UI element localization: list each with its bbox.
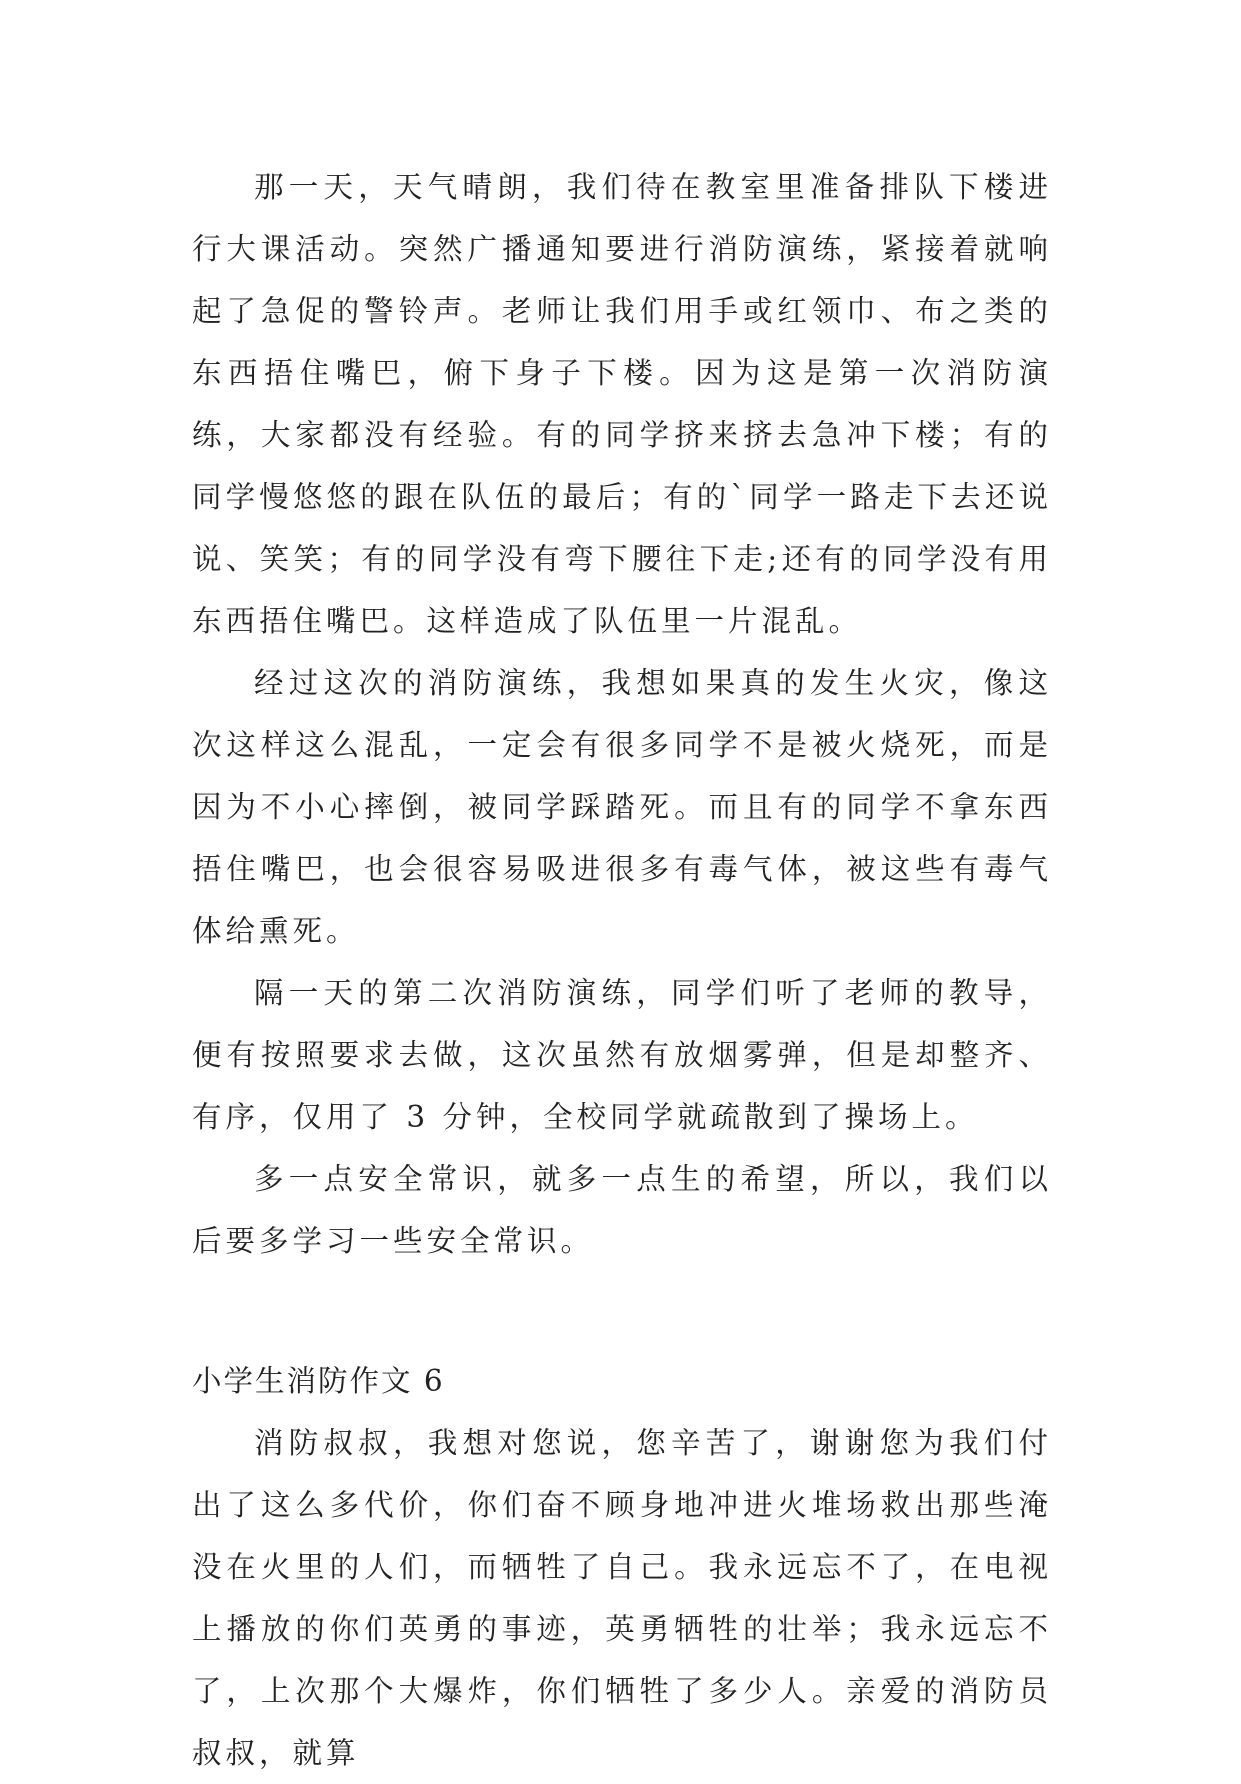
- document-page: [192, 156, 1052, 1784]
- paragraph-3: 隔一天的第二次消防演练，同学们听了老师的教导，便有按照要求去做，这次虽然有放烟雾弹，但是却整齐、有序，仅用了 3 分钟，全校同学就疏散到了操场上。: [192, 976, 1052, 1134]
- section-paragraph-1: 消防叔叔，我想对您说，您辛苦了，谢谢您为我们付出了这么多代价，你们奋不顾身地冲进火堆场救出那些淹没在火里的人们，而牺牲了自己。我永远忘不了，在电视上播放的你们英勇的事迹，英勇牺牲的壮举；我永远忘不了，上次那个大爆炸，你们牺牲了多少人。亲爱的消防员叔叔，就算: [192, 1426, 1052, 1770]
- paragraph-1: 那一天，天气晴朗，我们待在教室里准备排队下楼进行大课活动。突然广播通知要进行消防演练，紧接着就响起了急促的警铃声。老师让我们用手或红领巾、布之类的东西捂住嘴巴，俯下身子下楼。因为这是第一次消防演练，大家都没有经验。有的同学挤来挤去急冲下楼；有的同学慢悠悠的跟在队伍的最后；有的`同学一路走下去还说说、笑笑；有的同学没有弯下腰往下走;还有的同学没有用东西捂住嘴巴。这样造成了队伍里一片混乱。: [192, 170, 1052, 638]
- paragraph-4: 多一点安全常识，就多一点生的希望，所以，我们以后要多学习一些安全常识。: [192, 1162, 1052, 1258]
- section-title: 小学生消防作文 6: [192, 1364, 445, 1398]
- paragraph-2: 经过这次的消防演练，我想如果真的发生火灾，像这次这样这么混乱，一定会有很多同学不是被火烧死，而是因为不小心摔倒，被同学踩踏死。而且有的同学不拿东西捂住嘴巴，也会很容易吸进很多有毒气体，被这些有毒气体给熏死。: [192, 666, 1052, 948]
